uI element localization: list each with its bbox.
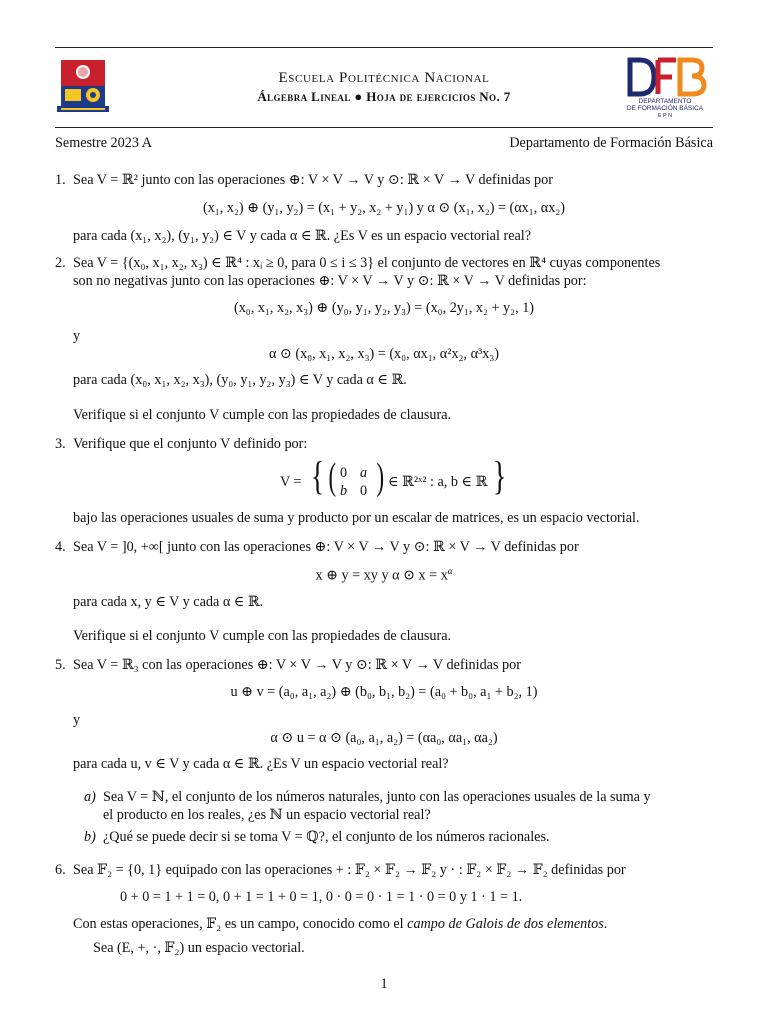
matrix-entry: b (340, 483, 348, 499)
exercise-text: Sea (E, +, ·, 𝔽₂) un espacio vectorial. (93, 940, 305, 956)
text-part: Con estas operaciones, 𝔽₂ es un campo, conocido como el (73, 916, 408, 932)
exercise-text: para cada u, v ∈ V y cada α ∈ ℝ. ¿Es V un espacio vectorial real? (73, 756, 449, 772)
subitem-label: a) (84, 789, 96, 805)
formula: α ⊙ u = α ⊙ (a₀, a₁, a₂) = (αa₀, αa₁, αa₂) (270, 730, 498, 746)
formula: (x₁, x₂) ⊕ (y₁, y₂) = (x₁ + y₂, x₂ + y₁) y α ⊙ (x₁, x₂) = (αx₁, αx₂) (202, 200, 566, 216)
set-formula (280, 453, 510, 508)
exercise-text: Sea V = {(x₀, x₁, x₂, x₃) ∈ ℝ⁴ : xᵢ ≥ 0, para 0 ≤ i ≤ 3} el conjunto de vectores en ℝ⁴ cuyas componentes (73, 255, 661, 271)
exercise-number: 3. (55, 436, 66, 452)
exercise-text: para cada (x₁, x₂), (y₁, y₂) ∈ V y cada α ∈ ℝ. ¿Es V es un espacio vectorial real? (73, 228, 532, 244)
subitem-text: ¿Qué se puede decir si se toma V = ℚ?, el conjunto de los números racionales. (103, 829, 550, 845)
exercise-text: Sea V = ℝ₃ con las operaciones ⊕: V × V → V y ⊙: ℝ × V → V definidas por (73, 657, 521, 673)
formula-superscript: α (447, 566, 453, 576)
formula: u ⊕ v = (a₀, a₁, a₂) ⊕ (b₀, b₁, b₂) = (a₀ + b₀, a₁ + b₂, 1) (230, 684, 538, 700)
exercise-text: Sea V = ]0, +∞[ junto con las operaciones ⊕: V × V → V y ⊙: ℝ × V → V definidas por (73, 539, 579, 555)
exercise-text: bajo las operaciones usuales de suma y producto por un escalar de matrices, es un espacio vectorial. (73, 510, 640, 526)
matrix-entry: 0 (340, 465, 348, 481)
dfb-logo (618, 56, 713, 120)
subitem-text: el producto en los reales, ¿es ℕ un espacio vectorial real? (103, 807, 431, 823)
exercise-number: 4. (55, 539, 66, 555)
exercise-number: 5. (55, 657, 66, 673)
formula: 0 + 0 = 1 + 1 = 0, 0 + 1 = 1 + 0 = 1, 0 · 0 = 0 · 1 = 1 · 0 = 0 y 1 · 1 = 1. (120, 889, 523, 905)
epn-logo (55, 58, 111, 116)
exercise-text (73, 916, 607, 933)
header-rule (55, 127, 713, 128)
school-name: Escuela Politécnica Nacional (278, 70, 490, 86)
dfb-logo-line1: DEPARTAMENTO (638, 98, 692, 105)
exercise-text: para cada (x₀, x₁, x₂, x₃), (y₀, y₁, y₂, y₃) ∈ V y cada α ∈ ℝ. (73, 372, 407, 388)
exercise-text: Sea V = ℝ² junto con las operaciones ⊕: V × V → V y ⊙: ℝ × V → V definidas por (73, 172, 553, 188)
semester: Semestre 2023 A (55, 135, 152, 151)
right-brace: } (492, 453, 507, 498)
right-paren: ) (376, 456, 385, 498)
emphasis-text: campo de Galois de dos elementos (407, 916, 604, 932)
dfb-logo-line3: E P N (657, 113, 673, 119)
dfb-mark-icon (618, 56, 713, 120)
formula-right: ∈ ℝ²ˣ² : a, b ∈ ℝ (388, 474, 488, 490)
formula: α ⊙ (x₀, x₁, x₂, x₃) = (x₀, αx₁, α²x₂, α³x₃) (268, 346, 500, 362)
course-subtitle: Álgebra Lineal ● Hoja de ejercicios No. 7 (257, 89, 511, 104)
formula (0, 566, 768, 585)
matrix-entry: 0 (360, 483, 368, 499)
subitem-text: Sea V = ℕ, el conjunto de los números naturales, junto con las operaciones usuales de la suma y (103, 789, 651, 805)
exercise-number: 1. (55, 172, 66, 188)
matrix-entry: a (360, 465, 368, 481)
dfb-logo-line2: DE FORMACIÓN BÁSICA (626, 105, 704, 112)
formula-left: V = (280, 474, 302, 490)
subitem-label: b) (84, 829, 96, 845)
left-brace: { (310, 453, 325, 498)
text-part: . (603, 916, 608, 932)
exercise-text: Verifique que el conjunto V definido por: (73, 436, 308, 452)
exercise-text: son no negativas junto con las operaciones ⊕: V × V → V y ⊙: ℝ × V → V definidas por: (73, 273, 587, 289)
department: Departamento de Formación Básica (509, 135, 713, 151)
exercise-number: 2. (55, 255, 66, 271)
page-number: 1 (380, 976, 388, 992)
exercise-text: Verifique si el conjunto V cumple con las propiedades de clausura. (73, 407, 452, 423)
top-rule (55, 47, 713, 48)
left-paren: ( (328, 456, 337, 498)
exercise-text: y (73, 712, 81, 728)
formula-text: x ⊕ y = xy y α ⊙ x = x (315, 567, 448, 584)
exercise-text: Sea 𝔽₂ = {0, 1} equipado con las operaciones + : 𝔽₂ × 𝔽₂ → 𝔽₂ y · : 𝔽₂ × 𝔽₂ → 𝔽₂ definidas por (73, 862, 626, 878)
exercise-text: para cada x, y ∈ V y cada α ∈ ℝ. (73, 594, 264, 610)
formula: (x₀, x₁, x₂, x₃) ⊕ (y₀, y₁, y₂, y₃) = (x₀, 2y₁, x₂ + y₂, 1) (233, 300, 535, 316)
exercise-text: Verifique si el conjunto V cumple con las propiedades de clausura. (73, 628, 452, 644)
exercise-number: 6. (55, 862, 66, 878)
exercise-text: y (73, 328, 81, 344)
